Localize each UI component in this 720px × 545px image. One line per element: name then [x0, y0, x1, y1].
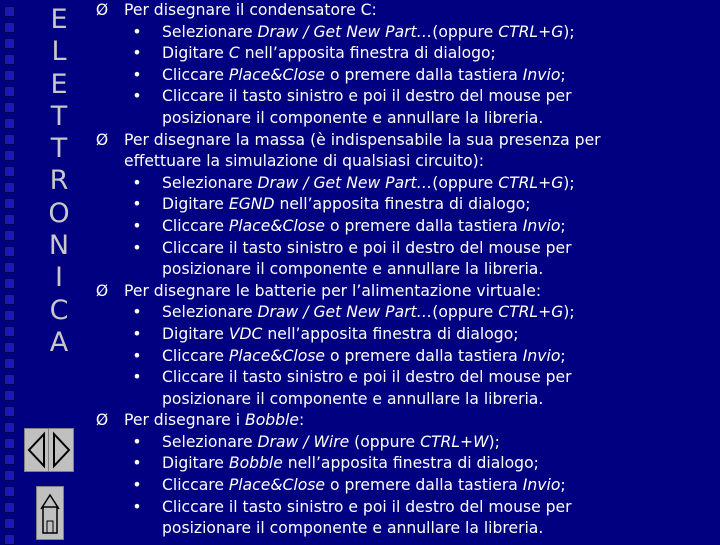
section-title-line: [93, 151, 718, 173]
bullet-icon: •: [132, 44, 142, 63]
decorative-square: [4, 470, 15, 481]
list-item-text: [162, 346, 566, 368]
list-item-text: [162, 432, 500, 454]
list-item: [93, 259, 718, 281]
list-item: [93, 173, 718, 195]
list-item-text: [162, 518, 543, 540]
decorative-square: [4, 294, 15, 305]
text-run: (oppure: [432, 173, 499, 192]
text-run: Selezionare: [162, 303, 258, 322]
vertical-title-letter: L: [51, 36, 67, 68]
text-run: posizionare il componente e annullare la libreria.: [162, 260, 544, 279]
decorative-square: [4, 230, 15, 241]
text-run: );: [488, 432, 500, 451]
list-item-text: [162, 259, 543, 281]
decorative-square: [4, 150, 15, 161]
decorative-square: [4, 438, 15, 449]
decorative-square: [4, 182, 15, 193]
list-item-text: [162, 108, 543, 130]
home-icon: [37, 487, 63, 539]
italic-text: C: [228, 44, 245, 63]
text-run: Selezionare: [162, 173, 258, 192]
list-item-text: [162, 43, 496, 65]
italic-text: CTRL+G: [498, 173, 564, 192]
decorative-square: [4, 326, 15, 337]
decorative-square: [4, 342, 15, 353]
list-item: [93, 497, 718, 519]
bullet-icon: •: [132, 87, 142, 106]
decorative-square: [4, 486, 15, 497]
text-run: Selezionare: [162, 22, 258, 41]
list-item-text: [162, 238, 572, 260]
decorative-square: [4, 22, 15, 33]
section-title-line: [93, 281, 718, 303]
text-run: o premere dalla tastiera: [324, 346, 523, 365]
italic-text: CTRL+G: [498, 303, 564, 322]
bullet-icon: •: [132, 454, 142, 473]
section-title-line: [93, 130, 718, 152]
italic-text: Invio: [522, 346, 561, 365]
text-run: nell’apposita finestra di dialogo;: [274, 195, 531, 214]
italic-text: Draw / Wire: [257, 432, 350, 451]
italic-text: Invio: [522, 65, 561, 84]
decorative-square: [4, 310, 15, 321]
list-item: [93, 43, 718, 65]
text-run: :: [298, 411, 305, 430]
slide-navigation: [22, 428, 74, 540]
bullet-icon: •: [132, 497, 142, 516]
list-item-text: [162, 453, 539, 475]
vertical-title-letter: O: [48, 197, 70, 229]
text-run: ;: [560, 346, 566, 365]
decorative-square: [4, 214, 15, 225]
bullet-icon: •: [132, 346, 142, 365]
arrow-bullet-icon: Ø: [95, 1, 109, 19]
italic-text: Bobble: [228, 454, 283, 473]
list-item: [93, 324, 718, 346]
text-run: ;: [560, 216, 566, 235]
list-item: [93, 302, 718, 324]
text-run: ;: [560, 476, 566, 495]
list-item: [93, 432, 718, 454]
section-title-text: Per disegnare le batterie per l’alimentazione virtuale:: [124, 281, 542, 300]
italic-text: CTRL+W: [420, 432, 489, 451]
text-run: Cliccare: [162, 346, 229, 365]
list-item: [93, 475, 718, 497]
text-run: ;: [560, 65, 566, 84]
text-run: );: [563, 22, 575, 41]
list-item: [93, 518, 718, 540]
text-run: (oppure: [432, 303, 499, 322]
text-run: (oppure: [432, 22, 499, 41]
text-run: o premere dalla tastiera: [324, 476, 523, 495]
text-run: o premere dalla tastiera: [324, 65, 523, 84]
italic-text: CTRL+G: [498, 22, 564, 41]
home-button[interactable]: [36, 486, 64, 540]
list-item-text: [162, 324, 519, 346]
vertical-title-letter: C: [49, 294, 69, 326]
decorative-square: [4, 422, 15, 433]
next-arrow-icon: [49, 429, 73, 471]
italic-text: VDC: [228, 324, 263, 343]
decorative-square: [4, 518, 15, 529]
list-item: [93, 194, 718, 216]
text-run: Per disegnare i: [124, 411, 246, 430]
decorative-square: [4, 166, 15, 177]
text-run: Cliccare il tasto sinistro e poi il destro del mouse per: [162, 87, 572, 106]
bullet-icon: •: [132, 303, 142, 322]
decorative-square: [4, 246, 15, 257]
list-item: [93, 108, 718, 130]
decorative-square: [4, 134, 15, 145]
bullet-icon: •: [132, 65, 142, 84]
decorative-square: [4, 102, 15, 113]
decorative-square: [4, 118, 15, 129]
vertical-title-letter: I: [55, 262, 63, 294]
text-run: Digitare: [162, 195, 229, 214]
list-item: [93, 86, 718, 108]
vertical-title-letter: T: [50, 133, 68, 165]
arrow-bullet-icon: Ø: [95, 281, 109, 300]
italic-text: Place&Close: [228, 346, 325, 365]
decorative-square: [4, 86, 15, 97]
section-title-text: Per disegnare il condensatore C:: [124, 1, 377, 19]
text-run: Cliccare il tasto sinistro e poi il destro del mouse per: [162, 238, 572, 257]
bullet-icon: •: [132, 238, 142, 257]
decorative-square: [4, 6, 15, 17]
section-title-text: [124, 410, 304, 432]
text-run: Cliccare: [162, 216, 229, 235]
bullet-icon: •: [132, 173, 142, 192]
bullet-icon: •: [132, 195, 142, 214]
decorative-square: [4, 390, 15, 401]
bullet-icon: •: [132, 22, 142, 41]
decorative-square: [4, 374, 15, 385]
italic-text: Invio: [522, 216, 561, 235]
list-item-text: [162, 65, 566, 87]
vertical-title-letter: R: [49, 165, 69, 197]
previous-slide-button[interactable]: [24, 428, 50, 472]
decorative-square: [4, 262, 15, 273]
text-run: posizionare il componente e annullare la libreria.: [162, 108, 544, 127]
decorative-square: [4, 198, 15, 209]
slide-body: [93, 0, 718, 540]
text-run: (oppure: [349, 432, 421, 451]
list-item-text: [162, 86, 572, 108]
list-item: [93, 238, 718, 260]
list-item-text: [162, 367, 572, 389]
italic-text: Invio: [522, 476, 561, 495]
decorative-square: [4, 278, 15, 289]
list-item: [93, 22, 718, 44]
list-item-text: [162, 497, 572, 519]
decorative-square: [4, 502, 15, 513]
list-item: [93, 453, 718, 475]
list-item: [93, 346, 718, 368]
arrow-bullet-icon: Ø: [95, 130, 109, 149]
text-run: Digitare: [162, 44, 229, 63]
text-run: Digitare: [162, 324, 229, 343]
italic-text: Draw / Get New Part…: [257, 303, 433, 322]
bullet-icon: •: [132, 216, 142, 235]
text-run: nell’apposita finestra di dialogo;: [244, 44, 496, 63]
italic-text: Place&Close: [228, 216, 325, 235]
section-title-line: [93, 0, 718, 22]
text-run: Cliccare: [162, 476, 229, 495]
text-run: Cliccare il tasto sinistro e poi il destro del mouse per: [162, 497, 572, 516]
list-item: [93, 389, 718, 411]
list-item: [93, 367, 718, 389]
italic-text: Place&Close: [228, 65, 325, 84]
decorative-square: [4, 454, 15, 465]
list-item-text: [162, 302, 575, 324]
italic-text: Draw / Get New Part…: [257, 22, 433, 41]
section-title-text: effettuare la simulazione di qualsiasi circuito):: [124, 152, 485, 171]
bullet-icon: •: [132, 476, 142, 495]
text-run: posizionare il componente e annullare la libreria.: [162, 389, 544, 408]
bullet-icon: •: [132, 324, 142, 343]
vertical-title-letter: E: [50, 68, 68, 100]
text-run: posizionare il componente e annullare la libreria.: [162, 519, 544, 538]
text-run: nell’apposita finestra di dialogo;: [262, 324, 519, 343]
decorative-square: [4, 406, 15, 417]
italic-text: Draw / Get New Part…: [257, 173, 433, 192]
bullet-icon: •: [132, 432, 142, 451]
text-run: nell’apposita finestra di dialogo;: [282, 454, 539, 473]
italic-text: EGND: [228, 195, 275, 214]
arrow-bullet-icon: Ø: [95, 411, 109, 430]
decorative-square-column: [0, 0, 20, 540]
next-slide-button[interactable]: [48, 428, 74, 472]
bullet-icon: •: [132, 368, 142, 387]
text-run: );: [563, 303, 575, 322]
vertical-title-letter: T: [50, 100, 68, 132]
decorative-square: [4, 358, 15, 369]
section-title-text: Per disegnare la massa (è indispensabile la sua presenza per: [124, 130, 601, 149]
italic-text: Place&Close: [228, 476, 325, 495]
list-item-text: [162, 194, 531, 216]
text-run: Cliccare il tasto sinistro e poi il destro del mouse per: [162, 368, 572, 387]
vertical-title: [44, 4, 74, 359]
prev-arrow-icon: [25, 429, 49, 471]
vertical-title-letter: A: [49, 326, 69, 358]
vertical-title-letter: N: [48, 230, 70, 262]
list-item-text: [162, 216, 566, 238]
decorative-square: [4, 38, 15, 49]
text-run: o premere dalla tastiera: [324, 216, 523, 235]
text-run: Selezionare: [162, 432, 258, 451]
list-item: [93, 65, 718, 87]
text-run: Cliccare: [162, 65, 229, 84]
text-run: Digitare: [162, 454, 229, 473]
vertical-title-letter: E: [50, 4, 68, 35]
list-item-text: [162, 389, 543, 411]
decorative-square: [4, 70, 15, 81]
decorative-square: [4, 54, 15, 65]
list-item-text: [162, 22, 575, 44]
text-run: );: [563, 173, 575, 192]
italic-text: Bobble: [245, 411, 299, 430]
section-title-line: [93, 410, 718, 432]
list-item: [93, 216, 718, 238]
list-item-text: [162, 475, 566, 497]
list-item-text: [162, 173, 575, 195]
